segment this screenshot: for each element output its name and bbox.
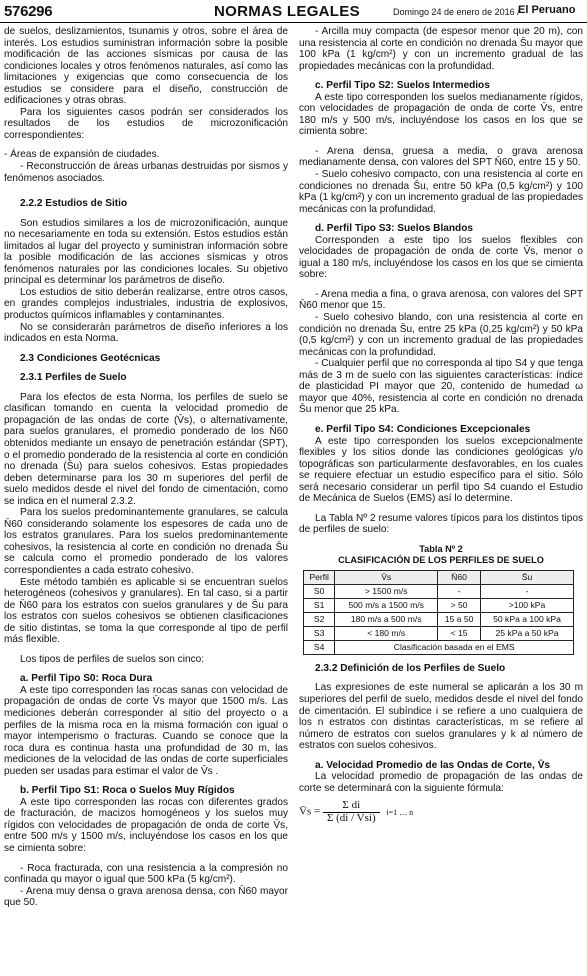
table-cell: - bbox=[481, 584, 574, 598]
section-heading: 2.2.2 Estudios de Sitio bbox=[20, 198, 128, 210]
table-title: Tabla Nº 2 bbox=[419, 543, 463, 554]
section-heading: d. Perfil Tipo S3: Suelos Blandos bbox=[315, 223, 473, 235]
paragraph: La velocidad promedio de propagación de las ondas de corte se determinará con la siguiente fórmula: bbox=[299, 771, 583, 794]
paragraph: Los tipos de perfiles de suelos son cinco: bbox=[20, 653, 205, 665]
list-item: - Arena densa, gruesa a media, o grava arenosa medianamente densa, con valores del SPT N̄60, entre 15 y 50. bbox=[299, 145, 583, 169]
table-cell: >100 kPa bbox=[481, 598, 574, 612]
section-heading: c. Perfil Tipo S2: Suelos Intermedios bbox=[315, 80, 490, 92]
table-subtitle: CLASIFICACIÓN DE LOS PERFILES DE SUELO bbox=[338, 554, 544, 565]
formula-numerator: Σ di bbox=[342, 799, 361, 812]
paragraph: Corresponden a este tipo los suelos flexibles con velocidades de propagación de onda de corte V̄s, menor o igual a 180 m/s, incluyéndose los casos en los que se cimienta sobre: bbox=[299, 234, 583, 281]
soil-profile-table-block bbox=[299, 544, 583, 655]
paragraph: A este tipo corresponden las rocas con diferentes grados de fracturación, de macizos homogéneos y los suelos muy rígidos con velocidades de propagación de onda de corte V̄s, entre 500 m/s y 1500 m/s, incluyéndose los casos en los que se cimienta sobre: bbox=[4, 796, 288, 854]
paragraph: Para los efectos de esta Norma, los perfiles de suelo se clasifican tomando en cuenta la velocidad promedio de propagación de las ondas de corte (V̄s), o alternativamente, para suelos granulares, el promedio ponderado de los N̄60 obtenidos mediante un ensayo de penetración estándar (SPT), o el promedio ponderado de la resistencia al corte en condición no drenada (S̄u) para suelos cohesivos. Estas propiedades deben determinarse para los 30 m superiores del perfil de suelo medidos desde el nivel del fondo de cimentación, como se indica en el numeral 2.3.2. bbox=[4, 391, 288, 507]
soil-profile-table bbox=[303, 570, 574, 655]
list-item: - Áreas de expansión de ciudades. bbox=[4, 149, 160, 161]
formula-fraction bbox=[323, 800, 380, 824]
table-cell: - bbox=[438, 584, 481, 598]
paragraph: A este tipo corresponden las rocas sanas con velocidad de propagación de ondas de corte V̄s mayor que 1500 m/s. Las mediciones deberán corresponder al sitio del proyecto o a perfiles de la misma roca en la misma formación con igual o mayor intemperismo o fracturas. Cuando se conoce que la roca dura es continua hasta una profundidad de 30 m, las mediciones de la velocidad de las ondas de corte superficiales pueden ser usadas para estimar el valor de V̄s . bbox=[4, 684, 288, 777]
paragraph: No se considerarán parámetros de diseño inferiores a los indicados en esta Norma. bbox=[4, 321, 288, 345]
list-item: - Arena media a fina, o grava arenosa, con valores del SPT N̄60 menor que 15. bbox=[299, 288, 583, 312]
paragraph: La Tabla Nº 2 resume valores típicos para los distintos tipos de perfiles de suelo: bbox=[299, 512, 583, 536]
formula-denominator: Σ (di / Vsi) bbox=[323, 812, 380, 825]
paragraph: A este tipo corresponden los suelos medianamente rígidos, con velocidades de propagación de onda de corte V̄s, entre 180 m/s y 500 m/s, incluyéndose los casos en los que se cimienta sobre: bbox=[299, 91, 583, 138]
shear-wave-velocity-formula bbox=[299, 800, 583, 824]
table-cell: S2 bbox=[304, 612, 335, 626]
table-cell: S0 bbox=[304, 584, 335, 598]
table-header: N̄60 bbox=[438, 570, 481, 584]
paragraph: Son estudios similares a los de microzonificación, aunque no necesariamente en toda su extensión. Estos estudios están limitados al lugar del proyecto y suministran información sobre la posible modificación de las acciones sísmicas y otros fenómenos naturales por las condiciones locales. Su objetivo principal es determinar los parámetros de diseño. bbox=[4, 217, 288, 287]
table-cell: 180 m/s a 500 m/s bbox=[335, 612, 438, 626]
paragraph: Los estudios de sitio deberán realizarse, entre otros casos, en grandes complejos industriales, industria de explosivos, productos químicos inflamables y contaminantes. bbox=[4, 286, 288, 322]
formula-summation-limits: i=1 … n bbox=[386, 807, 414, 817]
section-heading: a. Perfil Tipo S0: Roca Dura bbox=[20, 673, 153, 685]
list-item: - Arcilla muy compacta (de espesor menor que 20 m), con una resistencia al corte en condición no drenada S̄u mayor que 100 kPa (1 kg/cm²) y con un incremento gradual de las propiedades mecánicas con la profundidad. bbox=[299, 26, 583, 72]
paragraph: Para los siguientes casos podrán ser considerados los resultados de los estudios de microzonificación correspondientes: bbox=[4, 106, 288, 141]
table-cell: 25 kPa a 50 kPa bbox=[481, 626, 574, 640]
section-heading: a. Velocidad Promedio de las Ondas de Corte, V̄s bbox=[315, 759, 551, 771]
list-item: - Roca fracturada, con una resistencia a la compresión no confinada qu mayor o igual que 500 kPa (5 kg/cm²). bbox=[4, 862, 288, 886]
formula-lhs: V̄s = bbox=[299, 805, 321, 818]
table-cell: < 180 m/s bbox=[335, 626, 438, 640]
issue-date: Domingo 24 de enero de 2016 / bbox=[393, 7, 520, 17]
table-cell: 15 a 50 bbox=[438, 612, 481, 626]
page-header bbox=[0, 0, 587, 23]
section-heading: 2.3.2 Definición de los Perfiles de Suelo bbox=[315, 662, 506, 674]
table-header: Perfil bbox=[304, 570, 335, 584]
paragraph: de suelos, deslizamientos, tsunamis y otros, sobre el área de interés. Los estudios suministran información sobre la posible modificación de las acciones sísmicas por causa de las condiciones locales y otros fenómenos naturales, así como las limitaciones y exigencias que como consecuencia de los estudios se considere para el diseño, construcción de edificaciones y otras obras. bbox=[4, 26, 288, 107]
table-cell: S3 bbox=[304, 626, 335, 640]
left-column bbox=[4, 26, 288, 909]
table-header: S̄u bbox=[481, 570, 574, 584]
table-row bbox=[304, 584, 574, 598]
paragraph: Este método también es aplicable si se encuentran suelos heterogéneos (cohesivos y granulares). En tal caso, si a partir de N̄60 para los estratos con suelos granulares y de S̄u para los estratos con suelos cohesivos se obtienen clasificaciones de sitio distintas, se toma la que corresponde al tipo de perfil más flexible. bbox=[4, 576, 288, 646]
paragraph: A este tipo corresponden los suelos excepcionalmente flexibles y los sitios donde las condiciones geológicas y/o topográficas son particularmente desfavorables, en los cuales se requiere efectuar un estudio específico para el sitio. Sólo será necesario considerar un perfil tipo S4 cuando el Estudio de Mecánica de Suelos (EMS) así lo determine. bbox=[299, 435, 583, 505]
newspaper-name: El Peruano bbox=[518, 4, 576, 16]
table-cell: S1 bbox=[304, 598, 335, 612]
paragraph: Para los suelos predominantemente granulares, se calcula N̄60 considerando solamente los espesores de cada uno de los estratos granulares. Para los suelos predominantemente cohesivos, la resistencia al corte en condición no drenada S̄u se calcula como el promedio ponderado de los valores correspondientes a cada estrato cohesivo. bbox=[4, 507, 288, 576]
publication-title: NORMAS LEGALES bbox=[214, 3, 360, 20]
list-item: - Suelo cohesivo blando, con una resistencia al corte en condición no drenada S̄u, entre 25 kPa (0,25 kg/cm²) y 50 kPa (0,5 kg/cm²) y con un incremento gradual de las propiedades mecánicas con la profundidad. bbox=[299, 312, 583, 358]
table-cell: > 50 bbox=[438, 598, 481, 612]
table-row bbox=[304, 626, 574, 640]
right-column bbox=[299, 26, 583, 824]
table-cell: 50 kPa a 100 kPa bbox=[481, 612, 574, 626]
list-item: - Cualquier perfil que no corresponda al tipo S4 y que tenga más de 3 m de suelo con las siguientes características: índice de plasticidad PI mayor que 20, contenido de humedad ω mayor que 40%, resistencia al corte en condición no drenada S̄u menor que 25 kPa. bbox=[299, 358, 583, 416]
section-heading: 2.3 Condiciones Geotécnicas bbox=[20, 352, 161, 364]
section-heading: e. Perfil Tipo S4: Condiciones Excepcionales bbox=[315, 423, 531, 435]
table-cell: > 1500 m/s bbox=[335, 584, 438, 598]
table-cell: S4 bbox=[304, 640, 335, 654]
page-number: 576296 bbox=[4, 3, 53, 20]
table-cell: Clasificación basada en el EMS bbox=[335, 640, 574, 654]
table-row bbox=[304, 612, 574, 626]
table-header: V̄s bbox=[335, 570, 438, 584]
section-heading: b. Perfil Tipo S1: Roca o Suelos Muy Rígidos bbox=[20, 785, 235, 797]
list-item: - Reconstrucción de áreas urbanas destruidas por sismos y fenómenos asociados. bbox=[4, 161, 288, 184]
paragraph: Las expresiones de este numeral se aplicarán a los 30 m superiores del perfil de suelo, medidos desde el nivel del fondo de cimentación. El subíndice i se refiere a uno cualquiera de los n estratos con distintas características, m se refiere al número de estratos con suelos granulares y k al número de estratos con suelos cohesivos. bbox=[299, 682, 583, 752]
table-cell: 500 m/s a 1500 m/s bbox=[335, 598, 438, 612]
list-item: - Suelo cohesivo compacto, con una resistencia al corte en condiciones no drenada S̄u, entre 50 kPa (0,5 kg/cm²) y 100 kPa (1 kg/cm²) y con un incremento gradual de las propiedades mecánicas con la profundidad. bbox=[299, 169, 583, 215]
table-header-row bbox=[304, 570, 574, 584]
table-row bbox=[304, 640, 574, 654]
table-row bbox=[304, 598, 574, 612]
list-item: - Arena muy densa o grava arenosa densa, con N̄60 mayor que 50. bbox=[4, 885, 288, 909]
table-cell: < 15 bbox=[438, 626, 481, 640]
section-heading: 2.3.1 Perfiles de Suelo bbox=[20, 372, 127, 384]
